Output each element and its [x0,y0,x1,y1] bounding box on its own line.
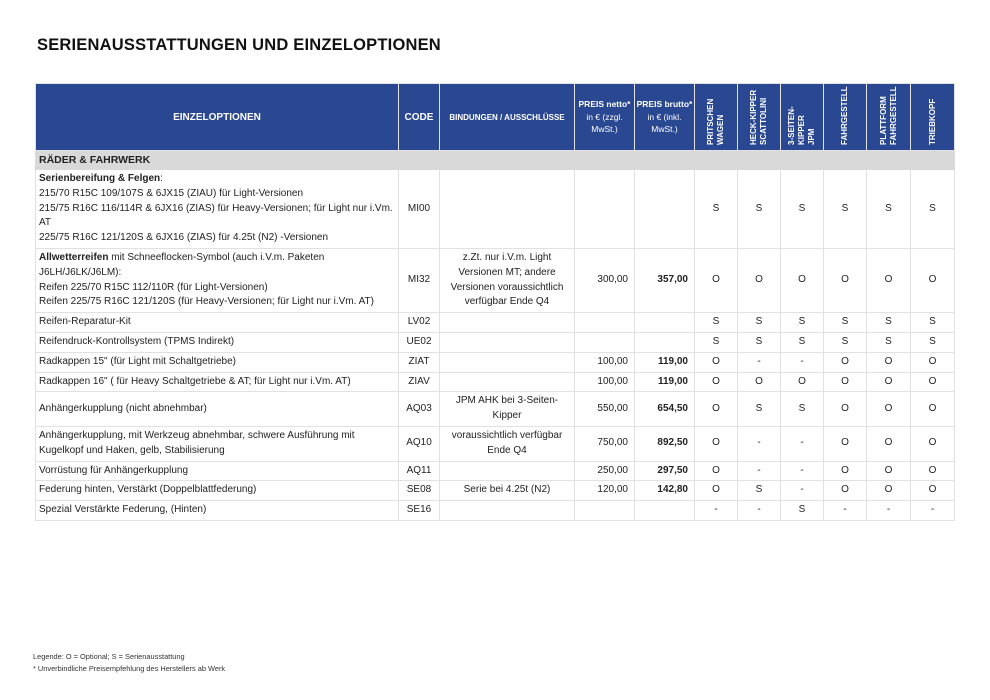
option-bindungen: voraussichtlich verfügbar Ende Q4 [440,426,575,461]
header-variant-heck-kipper: HECK-KIPPER SCATTOLINI [738,84,781,151]
availability-mark: - [738,426,781,461]
option-line: Radkappen 16" ( für Heavy Schaltgetriebe & AT; für Light nur i.Vm. AT) [39,375,351,387]
availability-mark: S [781,392,824,427]
option-lead: Allwetterreifen [39,251,109,263]
availability-mark: S [695,313,738,333]
option-code: AQ10 [399,426,440,461]
availability-mark: S [911,170,955,249]
option-price-gross [635,313,695,333]
table-row [36,501,955,521]
option-line: Reifen 225/75 R16C 121/120S (für Heavy-Versionen; für Light nur i.Vm. AT) [39,296,374,308]
header-price-net [575,84,635,151]
availability-mark: - [738,501,781,521]
availability-mark: S [867,170,911,249]
option-line: Reifen 225/70 R15C 112/110R (für Light-Versionen) [39,281,268,293]
option-line: Radkappen 15" (für Light mit Schaltgetriebe) [39,355,236,367]
availability-mark: O [867,248,911,312]
availability-mark: S [781,501,824,521]
availability-mark: S [738,481,781,501]
availability-mark: S [738,170,781,249]
option-price-net: 100,00 [575,372,635,392]
option-name-cell [36,332,399,352]
availability-mark: O [824,248,867,312]
option-line: Spezial Verstärkte Federung, (Hinten) [39,504,207,516]
option-name-cell [36,426,399,461]
option-price-net [575,501,635,521]
availability-mark: S [867,313,911,333]
availability-mark: - [781,481,824,501]
option-bindungen: Serie bei 4.25t (N2) [440,481,575,501]
option-code: AQ11 [399,461,440,481]
option-lead-suffix: : [160,173,163,184]
availability-mark: - [781,352,824,372]
availability-mark: O [824,481,867,501]
availability-mark: S [695,332,738,352]
option-name-cell [36,481,399,501]
availability-mark: O [695,481,738,501]
availability-mark: S [781,170,824,249]
option-price-gross: 119,00 [635,372,695,392]
option-bindungen [440,352,575,372]
availability-mark: S [824,332,867,352]
header-variant-triebkopf: TRIEBKOPF [911,84,955,151]
option-code: MI00 [399,170,440,249]
legend-line: Legende: O = Optional; S = Serienausstattung [33,652,185,661]
availability-mark: O [911,481,955,501]
option-code: SE16 [399,501,440,521]
availability-mark: O [695,392,738,427]
header-price-gross-sub: in € (inkl. MwSt.) [647,111,682,135]
header-price-net-sub: in € (zzgl. MwSt.) [586,111,623,135]
option-bindungen [440,170,575,249]
option-lead-suffix: mit Schneeflocken-Symbol (auch i.V.m. Paketen J6LH/J6LK/J6LM): [39,251,325,278]
table-row [36,426,955,461]
table-row [36,481,955,501]
option-code: SE08 [399,481,440,501]
option-code: MI32 [399,248,440,312]
option-price-gross [635,170,695,249]
option-name-cell [36,248,399,312]
availability-mark: O [824,461,867,481]
option-name-cell [36,170,399,249]
availability-mark: O [911,461,955,481]
header-einzeloptionen: EINZELOPTIONEN [36,84,399,151]
option-price-net [575,170,635,249]
availability-mark: O [911,248,955,312]
option-price-gross: 119,00 [635,352,695,372]
option-lead-line [39,251,395,281]
availability-mark: O [867,392,911,427]
header-variant-pritschenwagen: PRITSCHEN WAGEN [695,84,738,151]
availability-mark: O [867,481,911,501]
availability-mark: O [911,426,955,461]
header-bindungen: BINDUNGEN / AUSSCHLÜSSE [440,84,575,151]
availability-mark: S [738,392,781,427]
table-row [36,332,955,352]
legend [33,651,225,674]
option-bindungen [440,372,575,392]
availability-mark: S [911,332,955,352]
availability-mark: O [867,426,911,461]
availability-mark: S [867,332,911,352]
table-row [36,313,955,333]
availability-mark: S [824,313,867,333]
option-price-gross: 892,50 [635,426,695,461]
availability-mark: O [911,352,955,372]
option-line: Reifendruck-Kontrollsystem (TPMS Indirekt) [39,335,235,347]
availability-mark: O [695,352,738,372]
header-price-gross-title: PREIS brutto* [636,98,693,109]
availability-mark: O [911,372,955,392]
option-name-cell [36,461,399,481]
availability-mark: O [824,352,867,372]
table-row [36,392,955,427]
table-row [36,461,955,481]
option-price-net: 120,00 [575,481,635,501]
page-title: SERIENAUSSTATTUNGEN UND EINZELOPTIONEN [37,36,441,54]
option-price-net: 300,00 [575,248,635,312]
option-bindungen: z.Zt. nur i.V.m. Light Versionen MT; andere Versionen voraussichtlich verfügbar Ende Q4 [440,248,575,312]
header-price-gross [635,84,695,151]
availability-mark: O [867,461,911,481]
option-name-cell [36,352,399,372]
availability-mark: - [781,426,824,461]
options-table [35,83,955,521]
availability-mark: O [867,352,911,372]
table-row [36,352,955,372]
table-row [36,372,955,392]
availability-mark: O [738,372,781,392]
availability-mark: O [695,248,738,312]
availability-mark: O [738,248,781,312]
availability-mark: S [781,332,824,352]
option-price-net [575,332,635,352]
availability-mark: S [738,332,781,352]
option-price-gross: 357,00 [635,248,695,312]
header-variant-3-seiten-kipper: 3-SEITEN- KIPPER JPM [781,84,824,151]
availability-mark: - [911,501,955,521]
option-line: 225/75 R16C 121/120S & 6JX16 (ZIAS) für 4.25t (N2) -Versionen [39,232,329,244]
header-row [36,84,955,151]
option-price-gross [635,332,695,352]
option-line: 215/70 R15C 109/107S & 6JX15 (ZIAU) für Light-Versionen [39,187,304,199]
option-bindungen [440,313,575,333]
option-line: Anhängerkupplung, mit Werkzeug abnehmbar, schwere Ausführung mit Kugelkopf und Haken, gelb, Stabilisierung [39,429,355,456]
option-lead: Serienbereifung & Felgen [39,173,161,184]
availability-mark: O [824,392,867,427]
option-bindungen [440,501,575,521]
option-lead-line [39,172,395,187]
option-bindungen: JPM AHK bei 3-Seiten-Kipper [440,392,575,427]
section-row [36,151,955,170]
availability-mark: - [738,461,781,481]
table-row [36,170,955,249]
option-bindungen [440,461,575,481]
option-line: Federung hinten, Verstärkt (Doppelblattfederung) [39,484,257,496]
option-line: 215/75 R16C 116/114R & 6JX16 (ZIAS) für Heavy-Versionen; für Light nur i.Vm. AT [39,202,393,229]
footnote-line: * Unverbindliche Preisempfehlung des Herstellers ab Werk [33,663,226,673]
option-code: UE02 [399,332,440,352]
availability-mark: O [781,372,824,392]
header-variant-fahrgestell: FAHRGESTELL [824,84,867,151]
option-price-net [575,313,635,333]
option-name-cell [36,372,399,392]
availability-mark: O [824,372,867,392]
availability-mark: S [695,170,738,249]
availability-mark: O [867,372,911,392]
option-price-gross: 654,50 [635,392,695,427]
availability-mark: - [738,352,781,372]
availability-mark: O [781,248,824,312]
option-code: ZIAT [399,352,440,372]
option-price-net: 750,00 [575,426,635,461]
option-line: Vorrüstung für Anhängerkupplung [39,464,188,476]
option-bindungen [440,332,575,352]
availability-mark: - [867,501,911,521]
table-row [36,248,955,312]
availability-mark: - [824,501,867,521]
availability-mark: S [824,170,867,249]
availability-mark: O [695,426,738,461]
header-code: CODE [399,84,440,151]
option-price-net: 550,00 [575,392,635,427]
option-code: ZIAV [399,372,440,392]
option-name-cell [36,313,399,333]
availability-mark: O [695,461,738,481]
option-price-net: 100,00 [575,352,635,372]
header-price-net-title: PREIS netto* [578,98,631,109]
option-name-cell [36,392,399,427]
availability-mark: O [695,372,738,392]
availability-mark: - [695,501,738,521]
availability-mark: S [911,313,955,333]
option-code: AQ03 [399,392,440,427]
option-price-gross [635,501,695,521]
section-title: RÄDER & FAHRWERK [36,151,955,170]
option-price-gross: 142,80 [635,481,695,501]
header-variant-plattform-fahrgestell: PLATTFORM FAHRGESTELL [867,84,911,151]
option-line: Anhängerkupplung (nicht abnehmbar) [39,402,207,414]
availability-mark: - [781,461,824,481]
option-price-gross: 297,50 [635,461,695,481]
option-line: Reifen-Reparatur-Kit [39,316,131,328]
availability-mark: O [824,426,867,461]
option-code: LV02 [399,313,440,333]
availability-mark: S [781,313,824,333]
option-name-cell [36,501,399,521]
availability-mark: S [738,313,781,333]
availability-mark: O [911,392,955,427]
option-price-net: 250,00 [575,461,635,481]
